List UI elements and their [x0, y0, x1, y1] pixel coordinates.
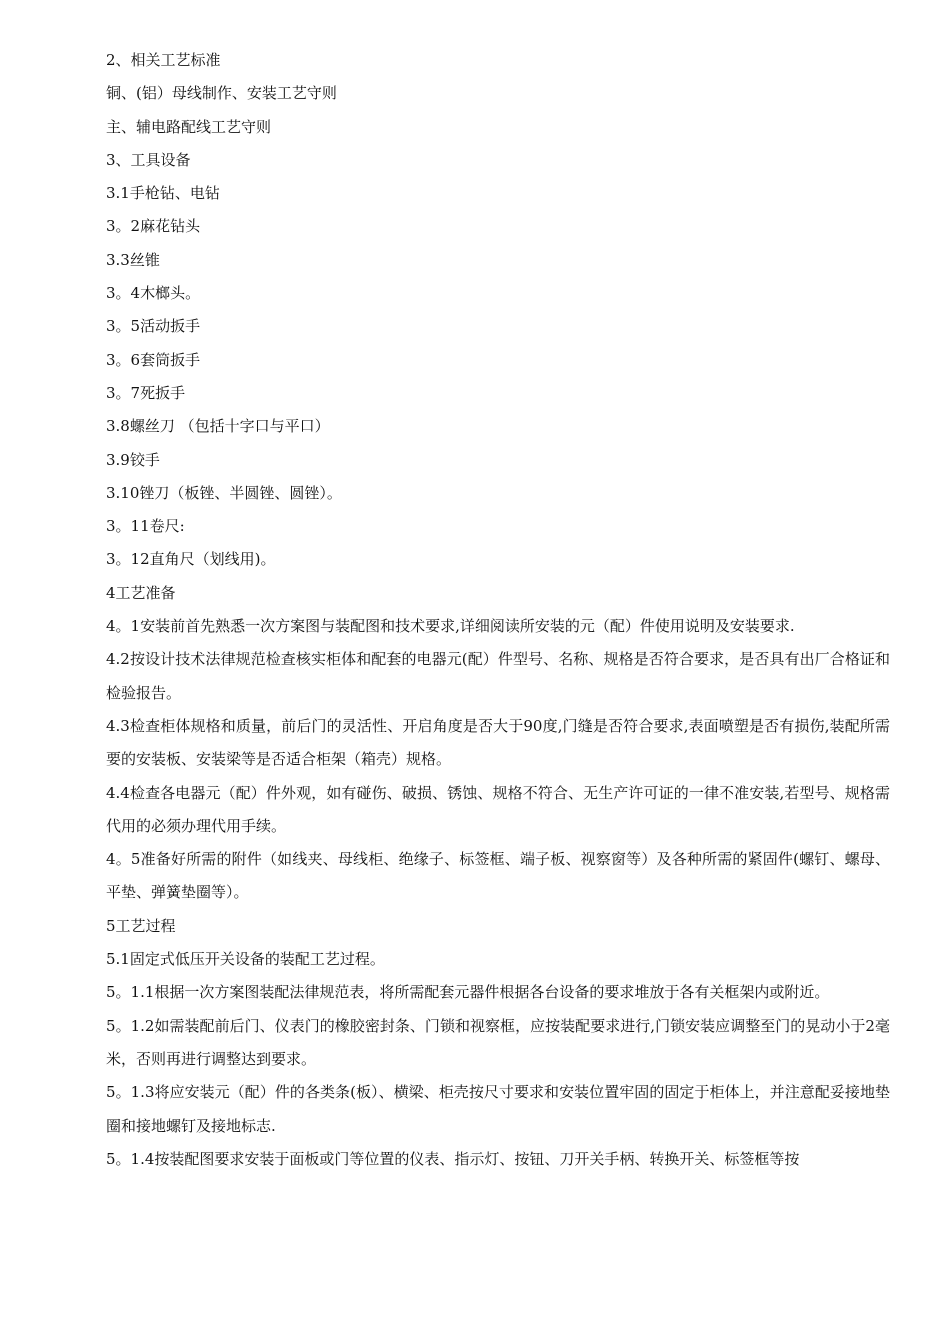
paragraph: 4。1安装前首先熟悉一次方案图与装配图和技术要求,详细阅读所安装的元（配）件使用说明及安装要求.: [106, 617, 795, 636]
text-line: 铜、(铝）母线制作、安装工艺守则: [106, 84, 337, 103]
list-item: 3.8螺丝刀 （包括十字口与平口）: [106, 417, 330, 436]
list-item: 3。5活动扳手: [106, 317, 201, 336]
paragraph: 5。1.1根据一次方案图装配法律规范表，将所需配套元器件根据各台设备的要求堆放于各有关框架内或附近。: [106, 983, 830, 1002]
list-item: 3。4木榔头。: [106, 284, 201, 303]
paragraph: 4。5准备好所需的附件（如线夹、母线柜、绝缘子、标签框、端子板、视察窗等）及各种所需的紧固件(螺钉、螺母、平垫、弹簧垫圈等）。: [106, 850, 890, 902]
list-item: 3.9铰手: [106, 450, 160, 469]
paragraph: 4.2按设计技术法律规范检查核实柜体和配套的电器元(配）件型号、名称、规格是否符合要求，是否具有出厂合格证和检验报告。: [106, 650, 890, 702]
paragraph: 5。1.3将应安装元（配）件的各类条(板）、横梁、柜壳按尺寸要求和安装位置牢固的固定于柜体上，并注意配妥接地垫圈和接地螺钉及接地标志.: [106, 1083, 890, 1135]
list-item: 3。6套筒扳手: [106, 350, 201, 369]
list-item: 3.1手枪钻、电钻: [106, 184, 220, 203]
section-heading: 5工艺过程: [106, 916, 176, 935]
list-item: 3.10锉刀（板锉、半圆锉、圆锉）。: [106, 483, 342, 502]
text-line: 2、相关工艺标准: [106, 51, 221, 69]
section-heading: 4工艺准备: [106, 583, 176, 602]
list-item: 3。12直角尺（划线用)。: [106, 550, 276, 569]
section-heading: 3、工具设备: [106, 150, 191, 169]
paragraph: 5。1.2如需装配前后门、仪表门的橡胶密封条、门锁和视察框，应按装配要求进行,门锁安装应调整至门的晃动小于2毫米，否则再进行调整达到要求。: [106, 1016, 890, 1068]
document-body: [106, 44, 890, 1176]
paragraph: 4.4检查各电器元（配）件外观，如有碰伤、破损、锈蚀、规格不符合、无生产许可证的一律不准安装,若型号、规格需代用的必须办理代用手续。: [106, 783, 890, 835]
list-item: 3。11卷尺:: [106, 517, 185, 536]
text-line: 主、辅电路配线工艺守则: [106, 117, 272, 136]
list-item: 3.3丝锥: [106, 250, 160, 269]
subsection-heading: 5.1固定式低压开关设备的装配工艺过程。: [106, 950, 385, 969]
paragraph: 4.3检查柜体规格和质量，前后门的灵活性、开启角度是否大于90度,门缝是否符合要求,表面喷塑是否有损伤,装配所需要的安装板、安装梁等是否适合柜架（箱壳）规格。: [106, 716, 890, 769]
list-item: 3。2麻花钻头: [106, 217, 201, 236]
list-item: 3。7死扳手: [106, 383, 186, 402]
paragraph: 5。1.4按装配图要求安装于面板或门等位置的仪表、指示灯、按钮、刀开关手柄、转换开关、标签框等按: [106, 1149, 800, 1168]
